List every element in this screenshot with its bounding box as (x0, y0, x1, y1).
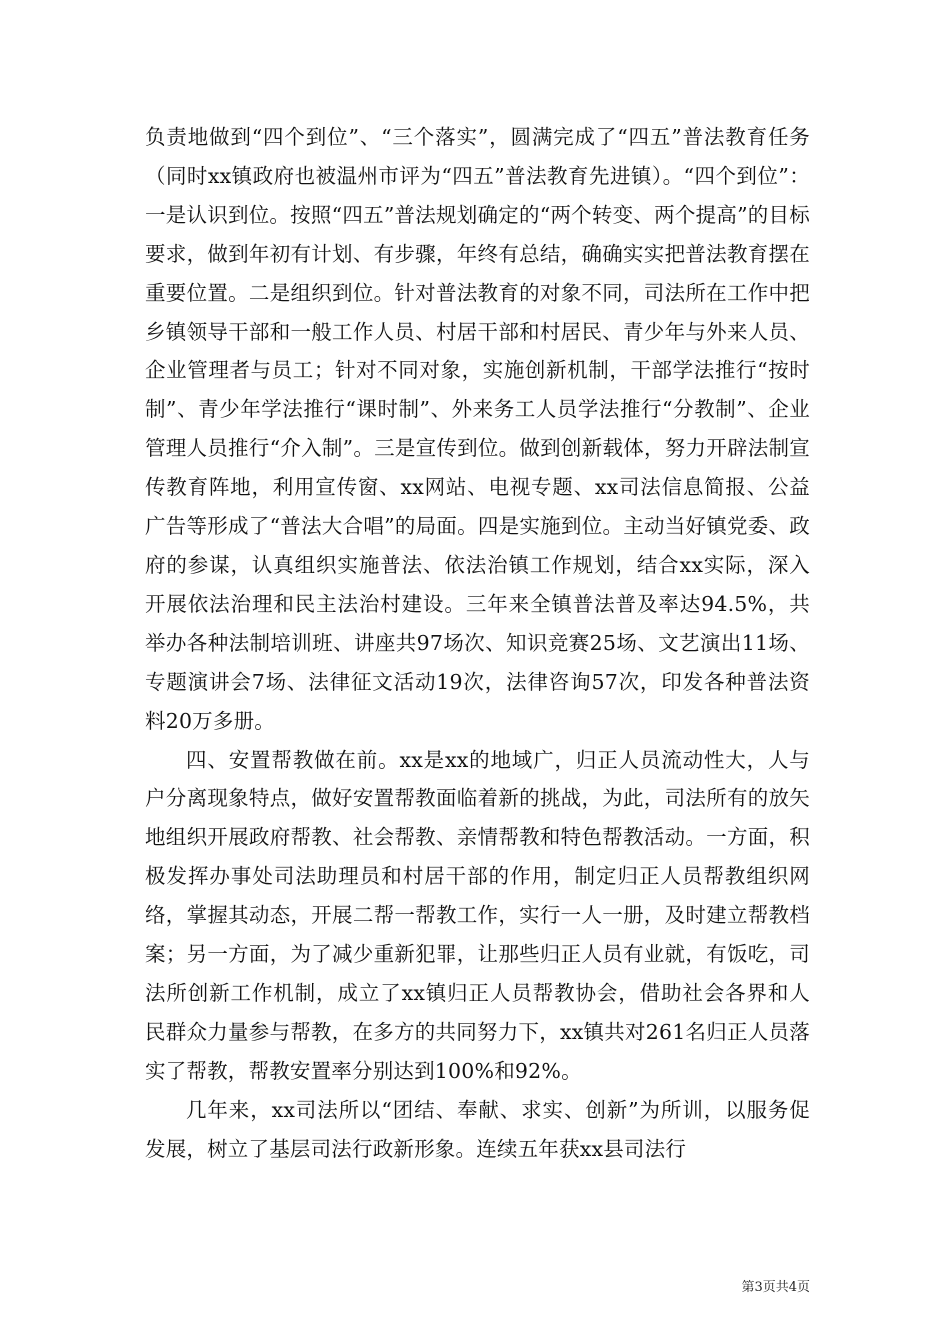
page-number: 第3页共4页 (741, 1280, 810, 1295)
paragraph-summary: 几年来，xx司法所以“团结、奉献、求实、创新”为所训，以服务促发展，树立了基层司法行政新形象。连续五年获xx县司法行 (145, 1097, 810, 1161)
paragraph-continued: 负责地做到“四个到位”、“三个落实”，圆满完成了“四五”普法教育任务（同时xx镇政府也被温州市评为“四五”普法教育先进镇）。“四个到位”：一是认识到位。按照“四五”普法规划确定的“两个转变、两个提高”的目标要求，做到年初有计划、有步骤，年终有总结，确确实实把普法教育摆在重要位置。二是组织到位。针对普法教育的对象不同，司法所在工作中把乡镇领导干部和一般工作人员、村居干部和村居民、青少年与外来人员、企业管理者与员工；针对不同对象，实施创新机制，干部学法推行“按时制”、青少年学法推行“课时制”、外来务工人员学法推行“分教制”、企业管理人员推行“介入制”。三是宣传到位。做到创新载体，努力开辟法制宣传教育阵地，利用宣传窗、xx网站、电视专题、xx司法信息简报、公益广告等形成了“普法大合唱”的局面。四是实施到位。主动当好镇党委、政府的参谋，认真组织实施普法、依法治镇工作规划，结合xx实际，深入开展依法治理和民主法治村建设。三年来全镇普法普及率达94.5%，共举办各种法制培训班、讲座共97场次、知识竞赛25场、文艺演出11场、专题演讲会7场、法律征文活动19次，法律咨询57次，印发各种普法资料20万多册。 (145, 125, 810, 733)
paragraph-resettlement: 四、安置帮教做在前。xx是xx的地域广，归正人员流动性大，人与户分离现象特点，做好安置帮教面临着新的挑战，为此，司法所有的放矢地组织开展政府帮教、社会帮教、亲情帮教和特色帮教活动。一方面，积极发挥办事处司法助理员和村居干部的作用，制定归正人员帮教组织网络，掌握其动态，开展二帮一帮教工作，实行一人一册，及时建立帮教档案；另一方面，为了减少重新犯罪，让那些归正人员有业就，有饭吃，司法所创新工作机制，成立了xx镇归正人员帮教协会，借助社会各界和人民群众力量参与帮教，在多方的共同努力下，xx镇共对261名归正人员落实了帮教，帮教安置率分别达到100%和92%。 (145, 747, 810, 1083)
document-body (145, 118, 810, 1168)
